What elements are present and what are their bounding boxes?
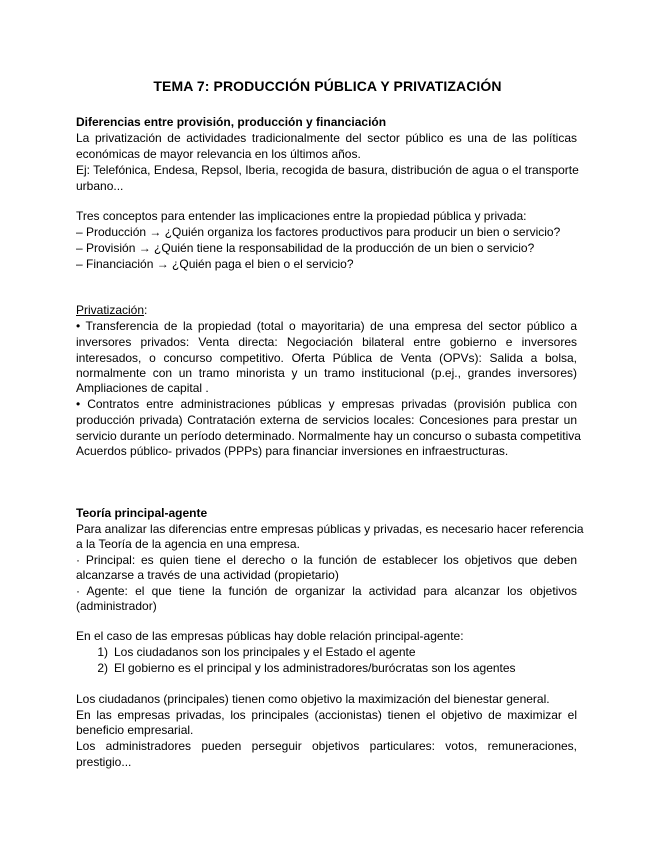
item-number: 1) xyxy=(97,645,108,659)
list-item: – Producción → ¿Quién organiza los factores productivos para producir un bien o servicio? xyxy=(76,225,561,239)
section-heading-privatizacion xyxy=(76,303,577,318)
heading-text: Privatización xyxy=(76,303,145,317)
numbered-item xyxy=(89,645,590,660)
bullet-line: • Transferencia de la propiedad (total o mayoritaria) de una empresa del sector público a xyxy=(76,319,577,333)
paragraph-line: En las empresas privadas, los principales (accionistas) tienen el objetivo de maximizar el xyxy=(76,708,577,722)
paragraph-line: (administrador) xyxy=(76,599,157,613)
page-title: TEMA 7: PRODUCCIÓN PÚBLICA Y PRIVATIZACIÓN xyxy=(153,78,502,94)
paragraph-line: Los administradores pueden perseguir objetivos particulares: votos, remuneraciones, xyxy=(76,739,577,753)
paragraph-line: Ej: Telefónica, Endesa, Repsol, Iberia, recogida de basura, distribución de agua o el transporte xyxy=(76,163,579,177)
item-text: El gobierno es el principal y los administradores/burócratas son los agentes xyxy=(114,661,516,675)
paragraph-line: La privatización de actividades tradicionalmente del sector público es una de las políticas xyxy=(76,131,577,145)
bullet-line: interesados, o concurso competitivo. Oferta Pública de Venta (OPVs): Salida a bolsa, xyxy=(76,351,577,365)
bullet-line: normalmente con un tramo minorista y un tramo institucional (p.ej., grandes inversores) xyxy=(76,366,577,380)
item-text: Los ciudadanos son los principales y el Estado el agente xyxy=(114,645,416,659)
paragraph-line: Para analizar las diferencias entre empresas públicas y privadas, es necesario hacer referencia xyxy=(76,522,584,536)
section-heading-teoria: Teoría principal-agente xyxy=(76,506,208,520)
bullet-line: Acuerdos público- privados (PPPs) para financiar inversiones en infraestructuras. xyxy=(76,444,509,458)
bullet-line: inversores privados: Venta directa: Negociación bilateral entre gobierno e inversores xyxy=(76,335,577,349)
paragraph-line: Tres conceptos para entender las implicaciones entre la propiedad pública y privada: xyxy=(76,209,527,223)
numbered-item xyxy=(89,661,590,676)
bullet-line: Ampliaciones de capital . xyxy=(76,381,209,395)
paragraph-line: prestigio... xyxy=(76,755,132,769)
paragraph-line: · Agente: el que tiene la función de organizar la actividad para alcanzar los objetivos xyxy=(76,584,577,598)
paragraph-line: urbano... xyxy=(76,179,124,193)
list-item: – Financiación → ¿Quién paga el bien o el servicio? xyxy=(76,257,354,271)
section-heading-diferencias: Diferencias entre provisión, producción y financiación xyxy=(76,115,387,129)
bullet-line: producción privada) Contratación externa de servicios locales: Concesiones para prestar un xyxy=(76,413,577,427)
item-number: 2) xyxy=(97,661,108,675)
paragraph-line: En el caso de las empresas públicas hay doble relación principal-agente: xyxy=(76,629,464,643)
paragraph-line: beneficio empresarial. xyxy=(76,723,194,737)
paragraph-line: económicas de mayor relevancia en los últimos años. xyxy=(76,147,361,161)
list-item: – Provisión → ¿Quién tiene la responsabilidad de la producción de un bien o servicio? xyxy=(76,241,535,255)
paragraph-line: alcanzarse a través de una actividad (propietario) xyxy=(76,568,339,582)
paragraph-line: · Principal: es quien tiene el derecho o la función de establecer los objetivos que deben xyxy=(76,553,577,567)
heading-colon: : xyxy=(144,303,148,317)
bullet-line: • Contratos entre administraciones públicas y empresas privadas (provisión publica con xyxy=(76,397,577,411)
paragraph-line: a la Teoría de la agencia en una empresa. xyxy=(76,537,300,551)
paragraph-line: Los ciudadanos (principales) tienen como objetivo la maximización del bienestar general. xyxy=(76,692,550,706)
bullet-line: servicio durante un período determinado. Normalmente hay un concurso o subasta competitiva xyxy=(76,429,581,443)
